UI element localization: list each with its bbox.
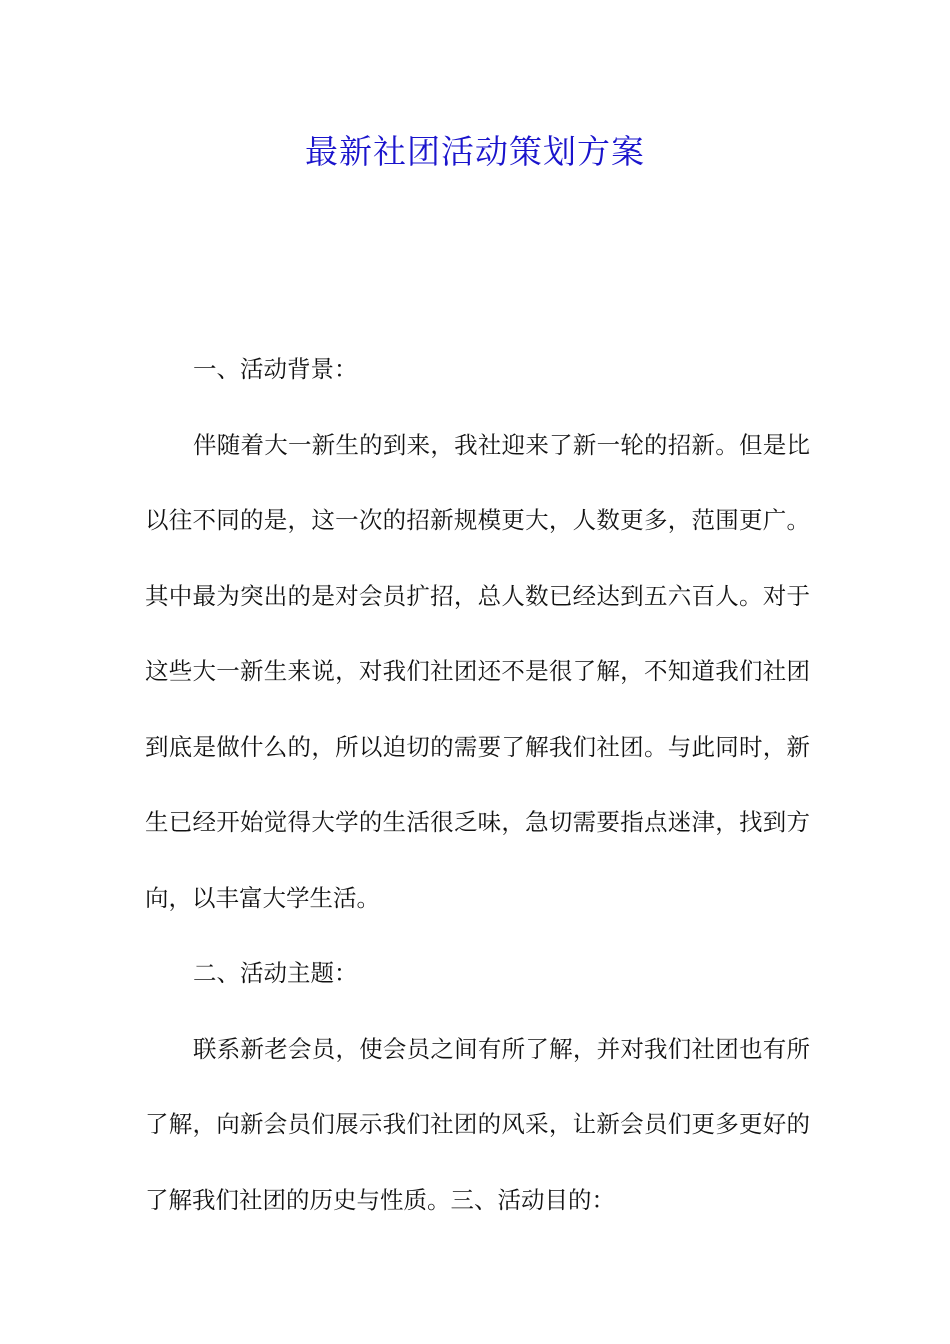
section-heading-theme: 二、活动主题： [193,959,358,987]
document-title: 最新社团活动策划方案 [305,132,645,171]
paragraph-theme: 联系新老会员，使会员之间有所了解，并对我们社团也有所了解，向新会员们展示我们社团的风采，让新会员们更多更好的了解我们社团的历史与性质。三、活动目的： [145,1034,810,1214]
section-heading-background: 一、活动背景： [193,355,358,383]
paragraph-background: 伴随着大一新生的到来，我社迎来了新一轮的招新。但是比以往不同的是，这一次的招新规模更大，人数更多，范围更广。其中最为突出的是对会员扩招，总人数已经达到五六百人。对于这些大一新生来说，对我们社团还不是很了解，不知道我们社团到底是做什么的，所以迫切的需要了解我们社团。与此同时，新生已经开始觉得大学的生活很乏味，急切需要指点迷津，找到方向，以丰富大学生活。 [145,430,810,912]
document-body [145,332,810,1238]
